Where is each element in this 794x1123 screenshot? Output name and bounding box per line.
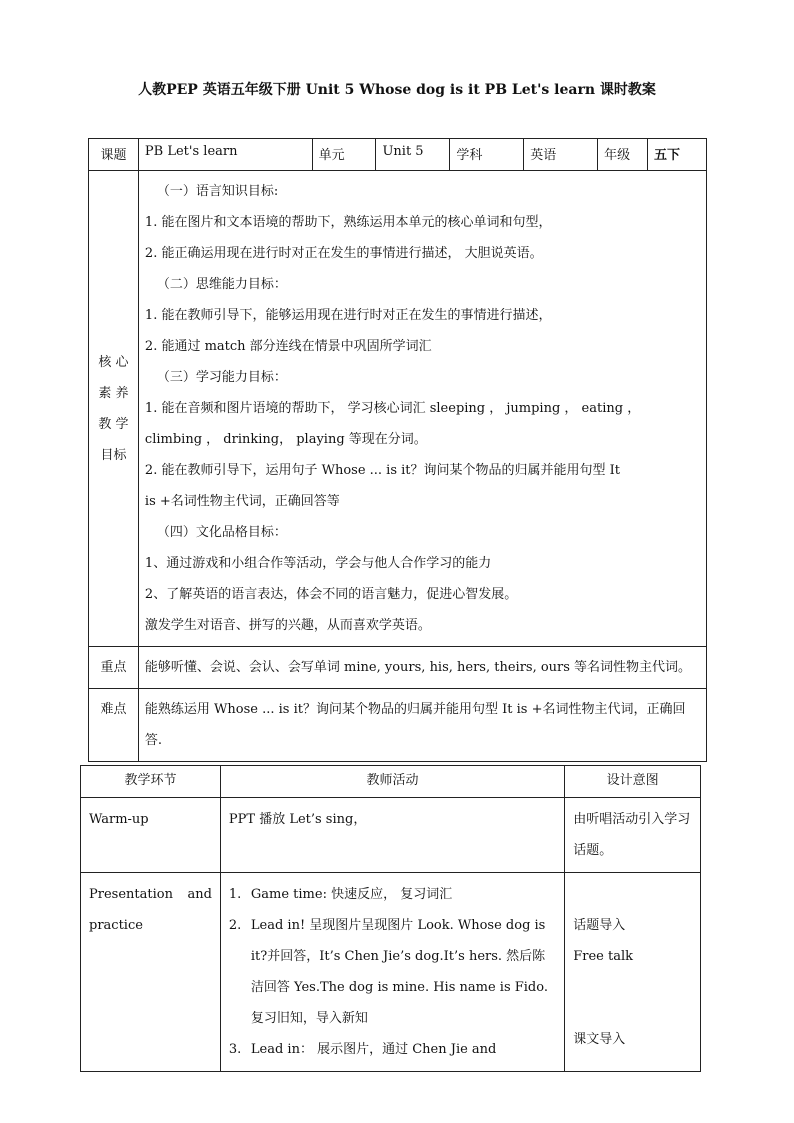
subject-label: 学科 <box>450 139 524 171</box>
step-text: Lead in： 展示图片，通过 Chen Jie and <box>250 1042 497 1057</box>
grade-value: 五下 <box>648 139 707 171</box>
objectives-label <box>89 171 139 647</box>
lesson-info-table <box>88 138 707 762</box>
presentation-stage: Presentation and practice <box>81 873 221 1072</box>
objective-line: 2、了解英语的语言表达，体会不同的语言魅力，促进心智发展。 <box>144 587 518 602</box>
warmup-activity: PPT 播放 Let’s sing， <box>220 798 564 873</box>
objective-line: （一）语言知识目标: <box>156 184 279 199</box>
key-points-label: 重点 <box>89 647 139 689</box>
step-number: 2. <box>228 918 242 933</box>
topic-value: PB Let's learn <box>138 139 312 171</box>
difficulties-label: 难点 <box>89 689 139 762</box>
intent-item: 话题导入 <box>573 918 626 933</box>
objective-line: （三）学习能力目标： <box>156 370 287 385</box>
unit-label: 单元 <box>312 139 376 171</box>
objective-line: 激发学生对语音、拼写的兴趣，从而喜欢学英语。 <box>144 618 431 633</box>
subject-value: 英语 <box>524 139 598 171</box>
document-title: 人教PEP 英语五年级下册 Unit 5 Whose dog is it PB Let's learn 课时教案 <box>138 82 656 98</box>
objective-line: 2. 能通过 match 部分连线在情景中巩固所学词汇 <box>144 339 432 354</box>
teaching-process-table <box>80 765 701 1072</box>
warmup-stage: Warm-up <box>81 798 221 873</box>
objective-line: climbing ， drinking， playing 等现在分词。 <box>144 432 427 447</box>
objective-line: 1. 能在音频和图片语境的帮助下， 学习核心词汇 sleeping ， jumping ， eating ， <box>144 401 641 416</box>
step-text: Lead in! 呈现图片呈现图片 Look. Whose dog is it?并回答，It’s Chen Jie’s dog.It’s hers. 然后陈洁回答 Yes.The dog is mine. His name is Fido.复习旧知，导入新知 <box>250 918 548 1026</box>
step-number: 3. <box>228 1042 242 1057</box>
objective-line: 1. 能在教师引导下，能够运用现在进行时对正在发生的事情进行描述， <box>144 308 552 323</box>
intent-item: Free talk <box>573 949 633 964</box>
objective-line: 2. 能正确运用现在进行时对正在发生的事情进行描述， 大胆说英语。 <box>144 246 543 261</box>
step-number: 1. <box>228 887 242 902</box>
header-stage: 教学环节 <box>81 766 221 798</box>
objective-line: 2. 能在教师引导下，运用句子 Whose ... is it？询问某个物品的归属并能用句型 It <box>144 463 621 478</box>
presentation-activity <box>220 873 564 1072</box>
warmup-intent: 由听唱活动引入学习话题。 <box>565 798 701 873</box>
objective-line: （四）文化品格目标： <box>156 525 287 540</box>
unit-value: Unit 5 <box>376 139 450 171</box>
objective-line: is +名词性物主代词，正确回答等 <box>144 494 340 509</box>
objectives-content <box>138 171 706 647</box>
header-activity: 教师活动 <box>220 766 564 798</box>
topic-label: 课题 <box>89 139 139 171</box>
objective-line: 1. 能在图片和文本语境的帮助下，熟练运用本单元的核心单词和句型， <box>144 215 552 230</box>
step-text: Game time: 快速反应， 复习词汇 <box>250 887 453 902</box>
header-intent: 设计意图 <box>565 766 701 798</box>
objective-line: 1、通过游戏和小组合作等活动，学会与他人合作学习的能力 <box>144 556 492 571</box>
activity-step <box>229 879 556 910</box>
key-points-text: 能够听懂、会说、会认、会写单词 mine, yours, his, hers, theirs, ours 等名词性物主代词。 <box>138 647 706 689</box>
grade-label: 年级 <box>598 139 648 171</box>
difficulties-text: 能熟练运用 Whose ... is it？询问某个物品的归属并能用句型 It is +名词性物主代词，正确回答. <box>138 689 706 762</box>
intent-item: 课文导入 <box>573 1032 626 1047</box>
objective-line: （二）思维能力目标： <box>156 277 287 292</box>
objectives-label-text: 核 心 素 养 教 学 目标 <box>98 354 129 463</box>
activity-step <box>229 1034 556 1065</box>
presentation-intent <box>565 873 701 1072</box>
activity-step <box>229 910 556 1034</box>
